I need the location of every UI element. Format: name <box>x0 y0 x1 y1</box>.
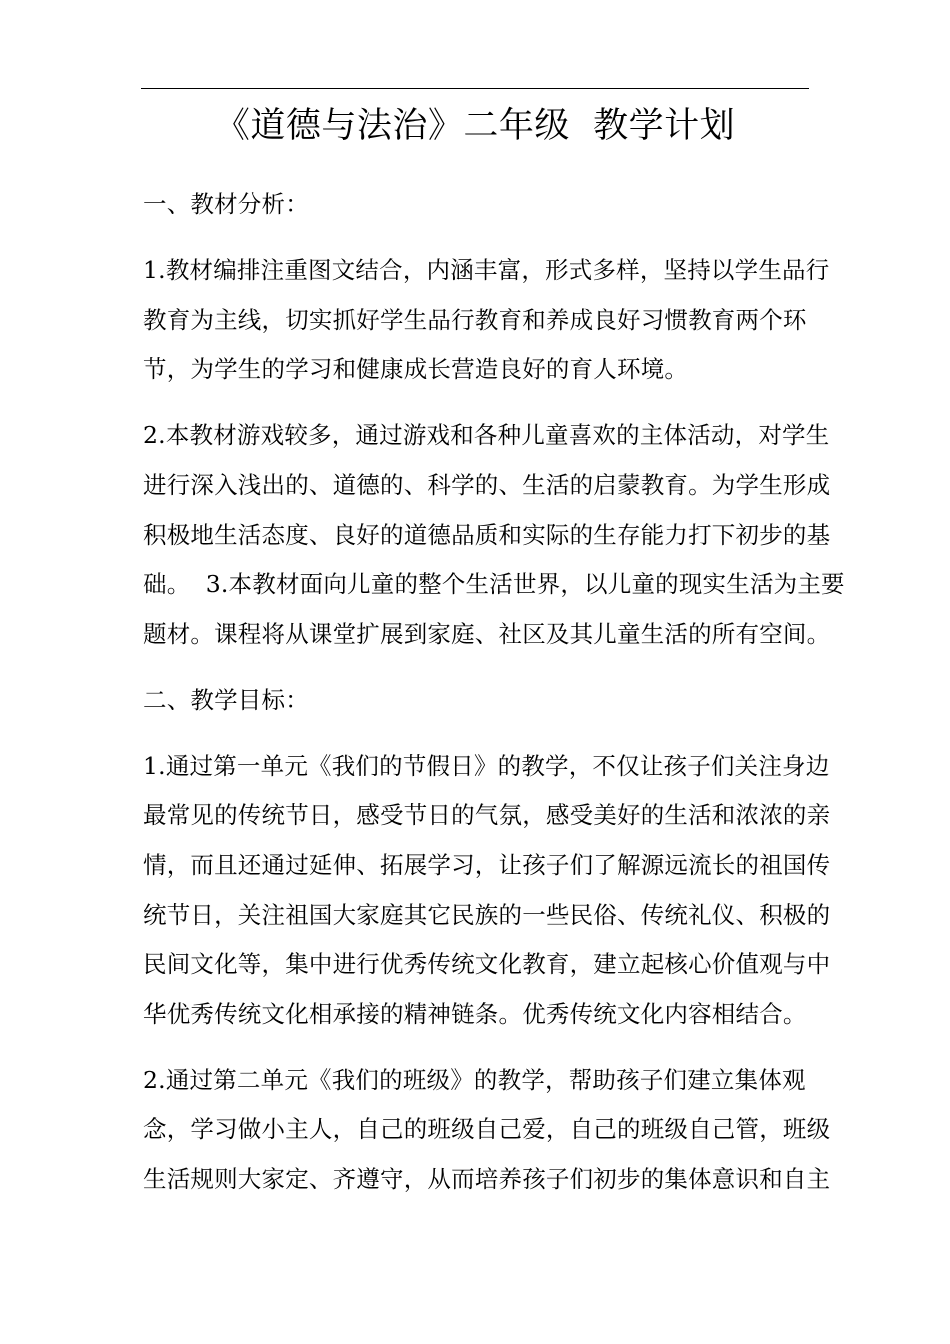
paragraph-line: 统节日，关注祖国大家庭其它民族的一些民俗、传统礼仪、积极的 <box>143 901 831 929</box>
paragraph-line: 念，学习做小主人，自己的班级自己爱，自己的班级自己管，班级 <box>143 1115 831 1143</box>
paragraph-line: 2.本教材游戏较多，通过游戏和各种儿童喜欢的主体活动，对学生 <box>143 421 830 449</box>
paragraph-line: 题材。课程将从课堂扩展到家庭、社区及其儿童生活的所有空间。 <box>143 620 831 648</box>
paragraph-line: 华优秀传统文化相承接的精神链条。优秀传统文化内容相结合。 <box>143 1000 807 1028</box>
paragraph-line: 节，为学生的学习和健康成长营造良好的育人环境。 <box>143 355 689 383</box>
paragraph-line: 1.教材编排注重图文结合，内涵丰富，形式多样，坚持以学生品行 <box>143 256 830 284</box>
paragraph-line: 民间文化等，集中进行优秀传统文化教育，建立起核心价值观与中 <box>143 950 831 978</box>
section-heading-materials: 一、教材分析： <box>143 190 309 218</box>
paragraph-line: 础。 3.本教材面向儿童的整个生活世界，以儿童的现实生活为主要 <box>143 570 845 598</box>
paragraph-line: 情，而且还通过延伸、拓展学习，让孩子们了解源远流长的祖国传 <box>143 851 831 879</box>
document-title: 《道德与法治》二年级 教学计划 <box>214 106 736 146</box>
paragraph-line: 最常见的传统节日，感受节日的气氛，感受美好的生活和浓浓的亲 <box>143 801 831 829</box>
paragraph-line: 进行深入浅出的、道德的、科学的、生活的启蒙教育。为学生形成 <box>143 471 831 499</box>
paragraph-line: 生活规则大家定、齐遵守，从而培养孩子们初步的集体意识和自主 <box>143 1165 831 1193</box>
section-heading-objectives: 二、教学目标： <box>143 686 309 714</box>
paragraph-line: 1.通过第一单元《我们的节假日》的教学，不仅让孩子们关注身边 <box>143 752 830 780</box>
header-rule <box>141 88 809 89</box>
paragraph-line: 积极地生活态度、良好的道德品质和实际的生存能力打下初步的基 <box>143 521 831 549</box>
paragraph-line: 2.通过第二单元《我们的班级》的教学，帮助孩子们建立集体观 <box>143 1066 806 1094</box>
paragraph-line: 教育为主线，切实抓好学生品行教育和养成良好习惯教育两个环 <box>143 306 807 334</box>
